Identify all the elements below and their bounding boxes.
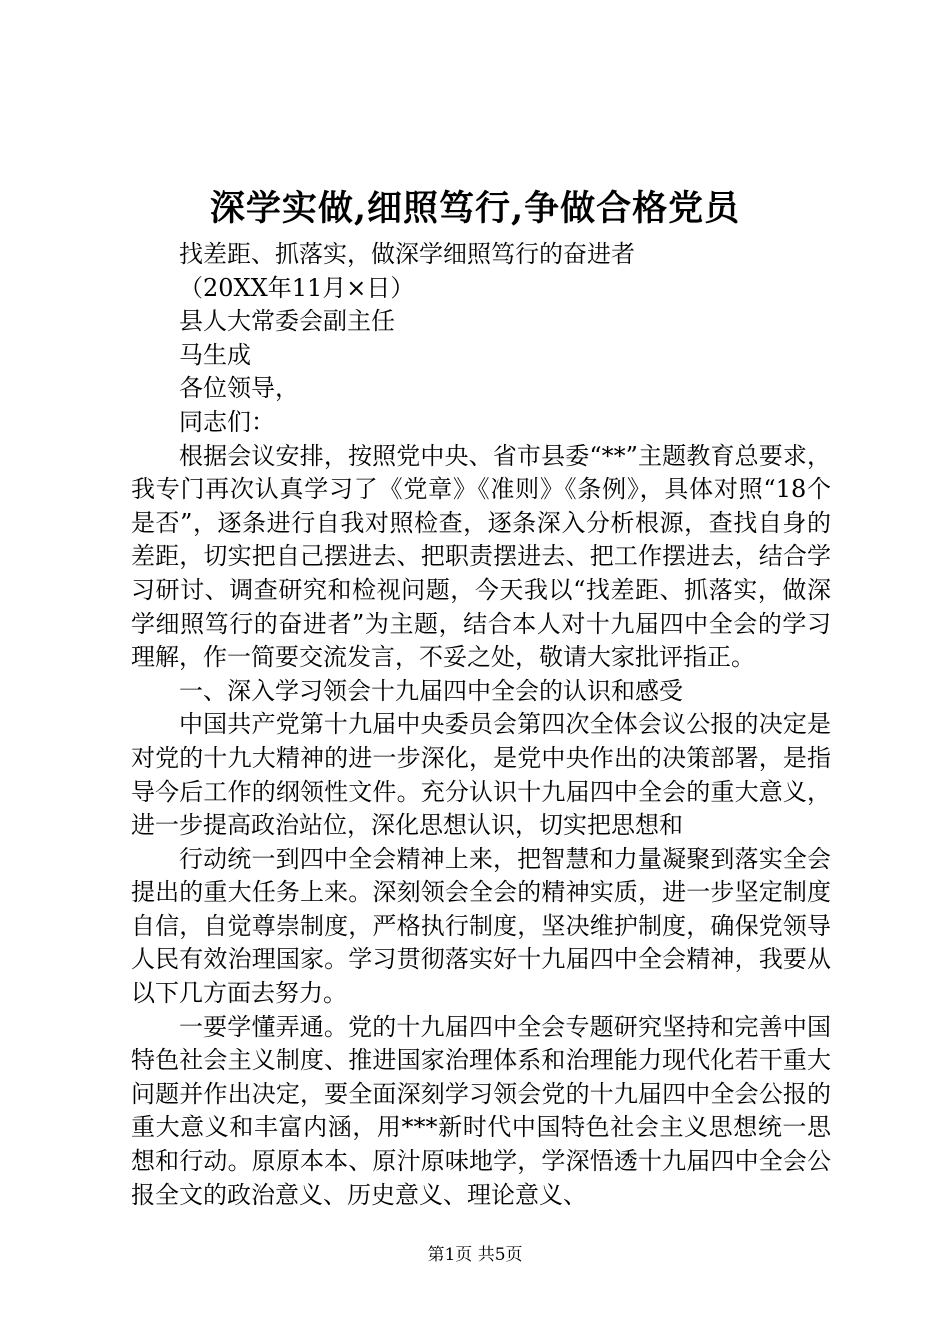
page-footer: 第1页 共5页 — [427, 1245, 523, 1265]
paragraph: 中国共产党第十九届中央委员会第四次全体会议公报的决定是对党的十九大精神的进一步深化，是党中央作出的决策部署，是指导今后工作的纲领性文件。充分认识十九届四中全会的重大意义，进一步提高政治站位，深化思想认识，切实把思想和 — [131, 710, 831, 840]
document-date: （20XX年11月×日） — [179, 273, 415, 302]
paragraph: 行动统一到四中全会精神上来，把智慧和力量凝聚到落实全会提出的重大任务上来。深刻领会全会的精神实质，进一步坚定制度自信，自觉尊崇制度，严格执行制度，坚决维护制度，确保党领导人民有效治理国家。学习贯彻落实好十九届四中全会精神，我要从以下几方面去努力。 — [131, 844, 831, 1008]
document-body — [131, 238, 831, 1212]
salutation-comrades: 同志们： — [179, 407, 275, 436]
paragraph: 根据会议安排，按照党中央、省市县委“**”主题教育总要求，我专门再次认真学习了《党章》《准则》《条例》，具体对照“18个是否”，逐条进行自我对照检查，逐条深入分析根源，查找自身的差距，切实把自己摆进去、把职责摆进去、把工作摆进去，结合学习研讨、调查研究和检视问题，今天我以“找差距、抓落实，做深学细照笃行的奋进者”为主题，结合本人对十九届四中全会的学习理解，作一简要交流发言，不妥之处，敬请大家批评指正。 — [131, 441, 831, 672]
salutation-leaders: 各位领导， — [179, 374, 299, 403]
document-subtitle: 找差距、抓落实，做深学细照笃行的奋进者 — [179, 240, 635, 268]
document-title: 深学实做,细照笃行,争做合格党员 — [209, 188, 741, 229]
author-position: 县人大常委会副主任 — [179, 307, 395, 336]
paragraph: 一要学懂弄通。党的十九届四中全会专题研究坚持和完善中国特色社会主义制度、推进国家治理体系和治理能力现代化若干重大问题并作出决定，要全面深刻学习领会党的十九届四中全会公报的重大意义和丰富内涵，用***新时代中国特色社会主义思想统一思想和行动。原原本本、原汁原味地学，学深悟透十九届四中全会公报全文的政治意义、历史意义、理论意义、 — [131, 1012, 831, 1209]
author-name: 马生成 — [179, 340, 251, 369]
section-heading: 一、深入学习领会十九届四中全会的认识和感受 — [179, 676, 683, 705]
